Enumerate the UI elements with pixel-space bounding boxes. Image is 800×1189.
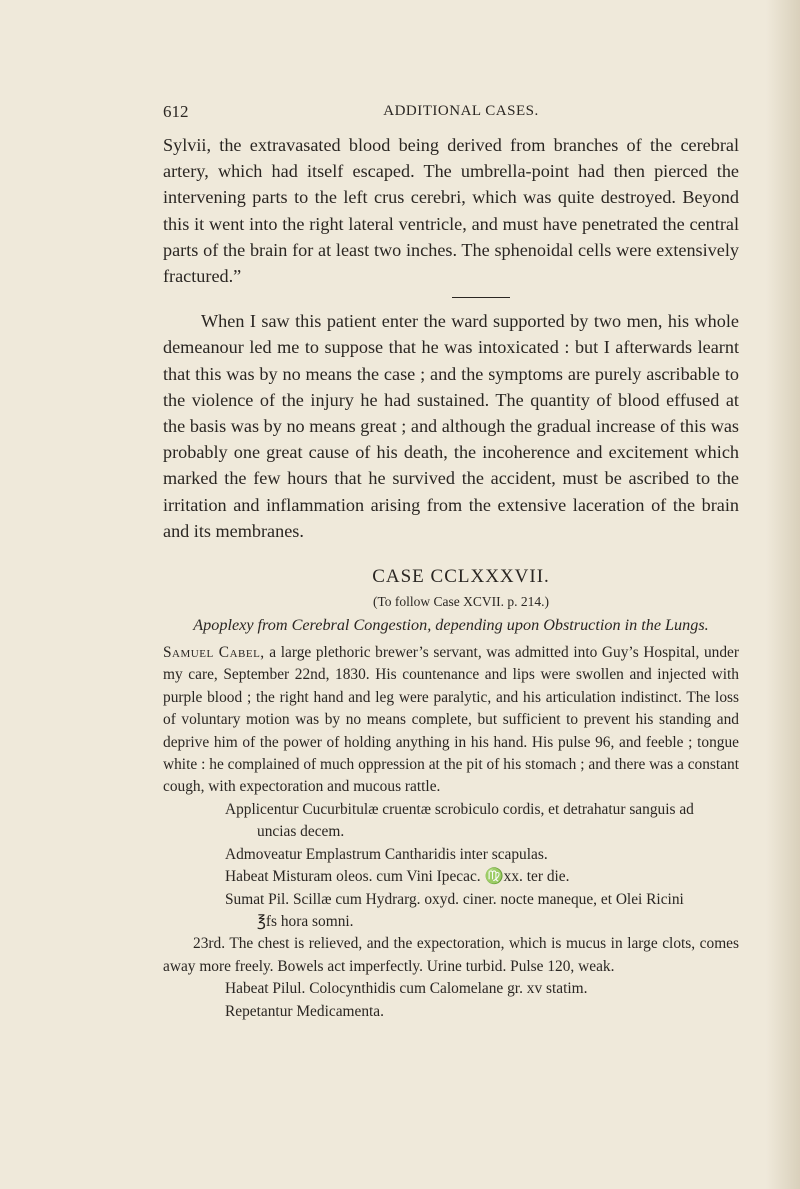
case-reference: (To follow Case XCVII. p. 214.) bbox=[372, 594, 550, 610]
prescription-item bbox=[163, 889, 739, 934]
continuation-paragraph: Sylvii, the extravasated blood being derived from branches of the cerebral artery, which had itself escaped. The umbrella-point had then pierced the intervening parts to the left crus cerebri, which was quite destroyed. Beyond this it went into the right lateral ventricle, and must have penetrated the central parts of the brain for at least two inches. The sphenoidal cells were extensively fractured.” bbox=[163, 135, 739, 287]
case-subtitle: Apoplexy from Cerebral Congestion, depending upon Obstruction in the Lungs. bbox=[193, 616, 709, 635]
prescription-line: Habeat Misturam oleos. cum Vini Ipecac. ♍xx. ter die. bbox=[225, 868, 570, 886]
case-history-paragraph bbox=[163, 642, 739, 799]
case-title: CASE CCLXXXVII. bbox=[372, 566, 550, 588]
prescription-continuation: ℥fs hora somni. bbox=[257, 912, 354, 930]
page-number: 612 bbox=[163, 102, 189, 121]
page-edge-shadow bbox=[766, 0, 800, 1189]
section-rule bbox=[452, 297, 510, 298]
prescription-item bbox=[163, 844, 739, 866]
prescription-item bbox=[163, 799, 739, 844]
prescription-line: Admoveatur Emplastrum Cantharidis inter scapulas. bbox=[225, 845, 548, 863]
prescription-continuation: uncias decem. bbox=[257, 823, 345, 841]
patient-name: Samuel Cabel, bbox=[163, 644, 265, 662]
body-text bbox=[163, 132, 739, 1023]
prescription-line: Habeat Pilul. Colocynthidis cum Calomelane gr. xv statim. bbox=[225, 980, 588, 998]
prescription-line: Sumat Pil. Scillæ cum Hydrarg. oxyd. ciner. nocte maneque, et Olei Ricini bbox=[225, 890, 684, 908]
case-history-text: a large plethoric brewer’s servant, was admitted into Guy’s Hospital, under my care, September 22nd, 1830. His countenance and lips were swollen and injected with purple blood ; the right hand and leg were paralytic, and his articulation indistinct. The loss of voluntary motion was by no means complete, but sufficient to prevent his standing and deprive him of the power of holding anything in his hand. His pulse 96, and feeble ; tongue white : he complained of much oppression at the pit of his stomach ; and there was a constant cough, with expectoration and mucous rattle. bbox=[163, 644, 739, 796]
prescription-line: Applicentur Cucurbitulæ cruentæ scrobiculo cordis, et detrahatur sanguis ad bbox=[225, 800, 694, 818]
prescription-item bbox=[163, 866, 739, 888]
prescription-list-2 bbox=[163, 978, 739, 1023]
prescription-line: Repetantur Medicamenta. bbox=[225, 1002, 384, 1020]
running-head: ADDITIONAL CASES. bbox=[383, 103, 539, 119]
prescription-list-1 bbox=[163, 799, 739, 933]
page-header bbox=[163, 102, 739, 126]
prescription-item bbox=[163, 978, 739, 1000]
entry-23rd: 23rd. The chest is relieved, and the expectoration, which is mucus in large clots, comes away more freely. Bowels act imperfectly. Urine turbid. Pulse 120, weak. bbox=[163, 935, 739, 975]
commentary-paragraph: When I saw this patient enter the ward supported by two men, his whole demeanour led me to suppose that he was intoxicated : but I afterwards learnt that this was by no means the case ; and the symptoms are purely ascribable to the violence of the injury he had sustained. The quantity of blood effused at the basis was by no means great ; and although the gradual increase of this was probably one great cause of his death, the incoherence and excitement which marked the few hours that he survived the accident, must be ascribed to the irritation and inflammation arising from the extensive laceration of the brain and its membranes. bbox=[163, 311, 739, 541]
prescription-item bbox=[163, 1001, 739, 1023]
